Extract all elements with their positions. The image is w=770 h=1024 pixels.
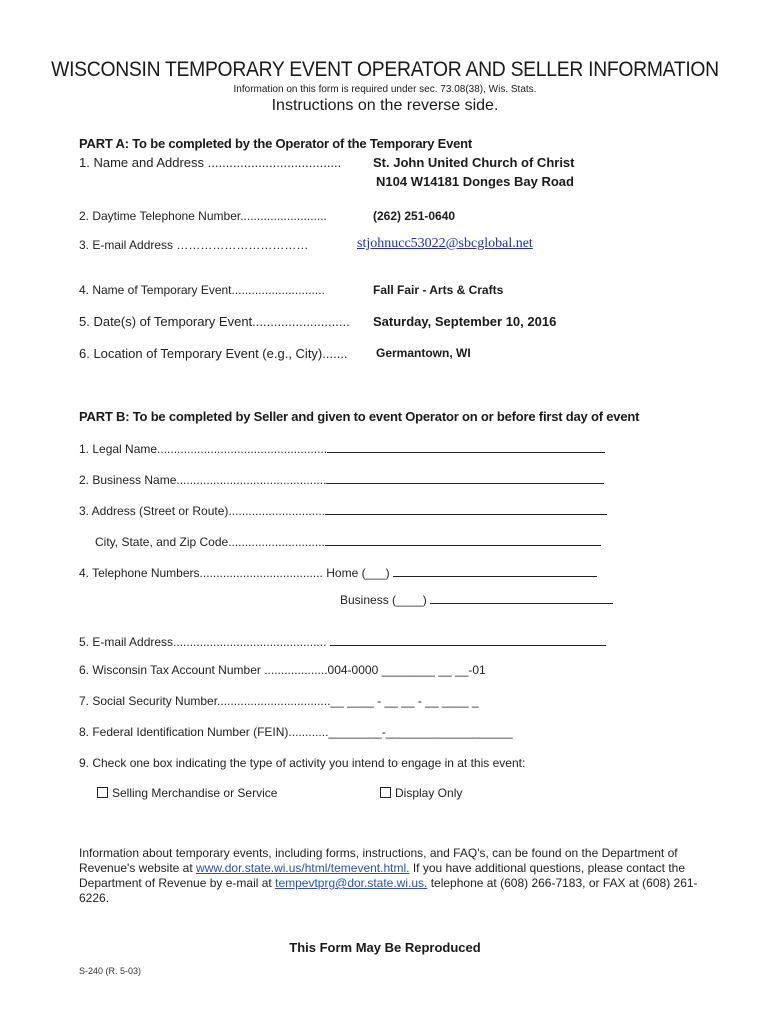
info-text-1: Information about temporary events, including forms, instructions, and FAQ's, can be found on the Department of Revenue's website at: [79, 846, 678, 875]
legal-name-field[interactable]: [327, 440, 605, 453]
email-address-label: 3. E-mail Address ……………………………: [79, 238, 309, 252]
address-label: 3. Address (Street or Route).............................: [79, 504, 326, 518]
name-address-label: 1. Name and Address .....................................: [79, 155, 342, 170]
business-name-label: 2. Business Name.............................................: [79, 473, 327, 487]
activity-type-label: 9. Check one box indicating the type of activity you intend to engage in at this event:: [79, 756, 526, 770]
tax-account-field[interactable]: 6. Wisconsin Tax Account Number ...................004-0000 ________ __ __-01: [79, 663, 486, 677]
part-b-heading: PART B: To be completed by Seller and given to event Operator on or before first day of event: [79, 409, 640, 424]
legal-name-label: 1. Legal Name...................................................: [79, 442, 328, 456]
city-state-zip-field[interactable]: [325, 533, 601, 546]
website-link[interactable]: www.dor.state.wi.us/html/temevent.html.: [196, 861, 410, 875]
operator-name-value[interactable]: St. John United Church of Christ: [373, 155, 575, 170]
display-only-option[interactable]: [380, 786, 462, 800]
operator-email-value[interactable]: stjohnucc53022@sbcglobal.net: [357, 236, 533, 251]
home-phone-label: Home (___): [326, 566, 390, 580]
business-phone-field[interactable]: [430, 591, 613, 604]
instructions-note: Instructions on the reverse side.: [271, 97, 499, 114]
daytime-phone-label: 2. Daytime Telephone Number..........................: [79, 209, 327, 223]
business-phone-label: Business (____): [340, 593, 427, 607]
daytime-phone-value[interactable]: (262) 251-0640: [373, 209, 456, 223]
form-number: S-240 (R. 5-03): [79, 966, 142, 976]
info-text-2: If you have additional questions, please contact the Department of Revenue by e-mail at: [79, 861, 685, 890]
statute-note: Information on this form is required under sec. 73.08(38), Wis. Stats.: [233, 84, 537, 95]
address-field[interactable]: [325, 502, 607, 515]
display-option-label: Display Only: [395, 786, 463, 800]
form-title: WISCONSIN TEMPORARY EVENT OPERATOR AND SELLER INFORMATION: [51, 58, 719, 81]
part-a-heading: PART A: To be completed by the Operator of the Temporary Event: [79, 136, 473, 151]
event-dates-value[interactable]: Saturday, September 10, 2016: [373, 314, 557, 329]
city-state-zip-label: City, State, and Zip Code.............................: [95, 535, 325, 549]
seller-email-field[interactable]: [330, 633, 606, 646]
info-text-3: telephone at (608) 266-7183, or FAX at (608) 261-6226.: [79, 876, 698, 905]
telephone-label: 4. Telephone Numbers.....................................: [79, 566, 323, 580]
business-name-field[interactable]: [326, 471, 604, 484]
operator-address-value[interactable]: N104 W14181 Donges Bay Road: [376, 174, 574, 189]
email-link[interactable]: tempevtprg@dor.state.wi.us.: [275, 876, 428, 890]
selling-option-label: Selling Merchandise or Service: [112, 786, 278, 800]
footer-info: [79, 846, 719, 906]
ssn-field[interactable]: 7. Social Security Number..................................__ ____ - __ __ - __ ____ _: [79, 694, 479, 708]
event-dates-label: 5. Date(s) of Temporary Event...........................: [79, 314, 350, 329]
event-location-value[interactable]: Germantown, WI: [376, 346, 471, 360]
home-phone-field[interactable]: [393, 564, 597, 577]
selling-checkbox[interactable]: [97, 787, 108, 798]
event-name-value[interactable]: Fall Fair - Arts & Crafts: [373, 283, 504, 297]
selling-merchandise-option[interactable]: [97, 786, 277, 800]
fein-field[interactable]: 8. Federal Identification Number (FEIN)............________-___________________: [79, 725, 513, 739]
event-name-label: 4. Name of Temporary Event............................: [79, 283, 325, 297]
seller-email-label: 5. E-mail Address..............................................: [79, 635, 327, 649]
display-checkbox[interactable]: [380, 787, 391, 798]
reproduce-note: This Form May Be Reproduced: [289, 940, 481, 955]
event-location-label: 6. Location of Temporary Event (e.g., City).......: [79, 346, 348, 361]
